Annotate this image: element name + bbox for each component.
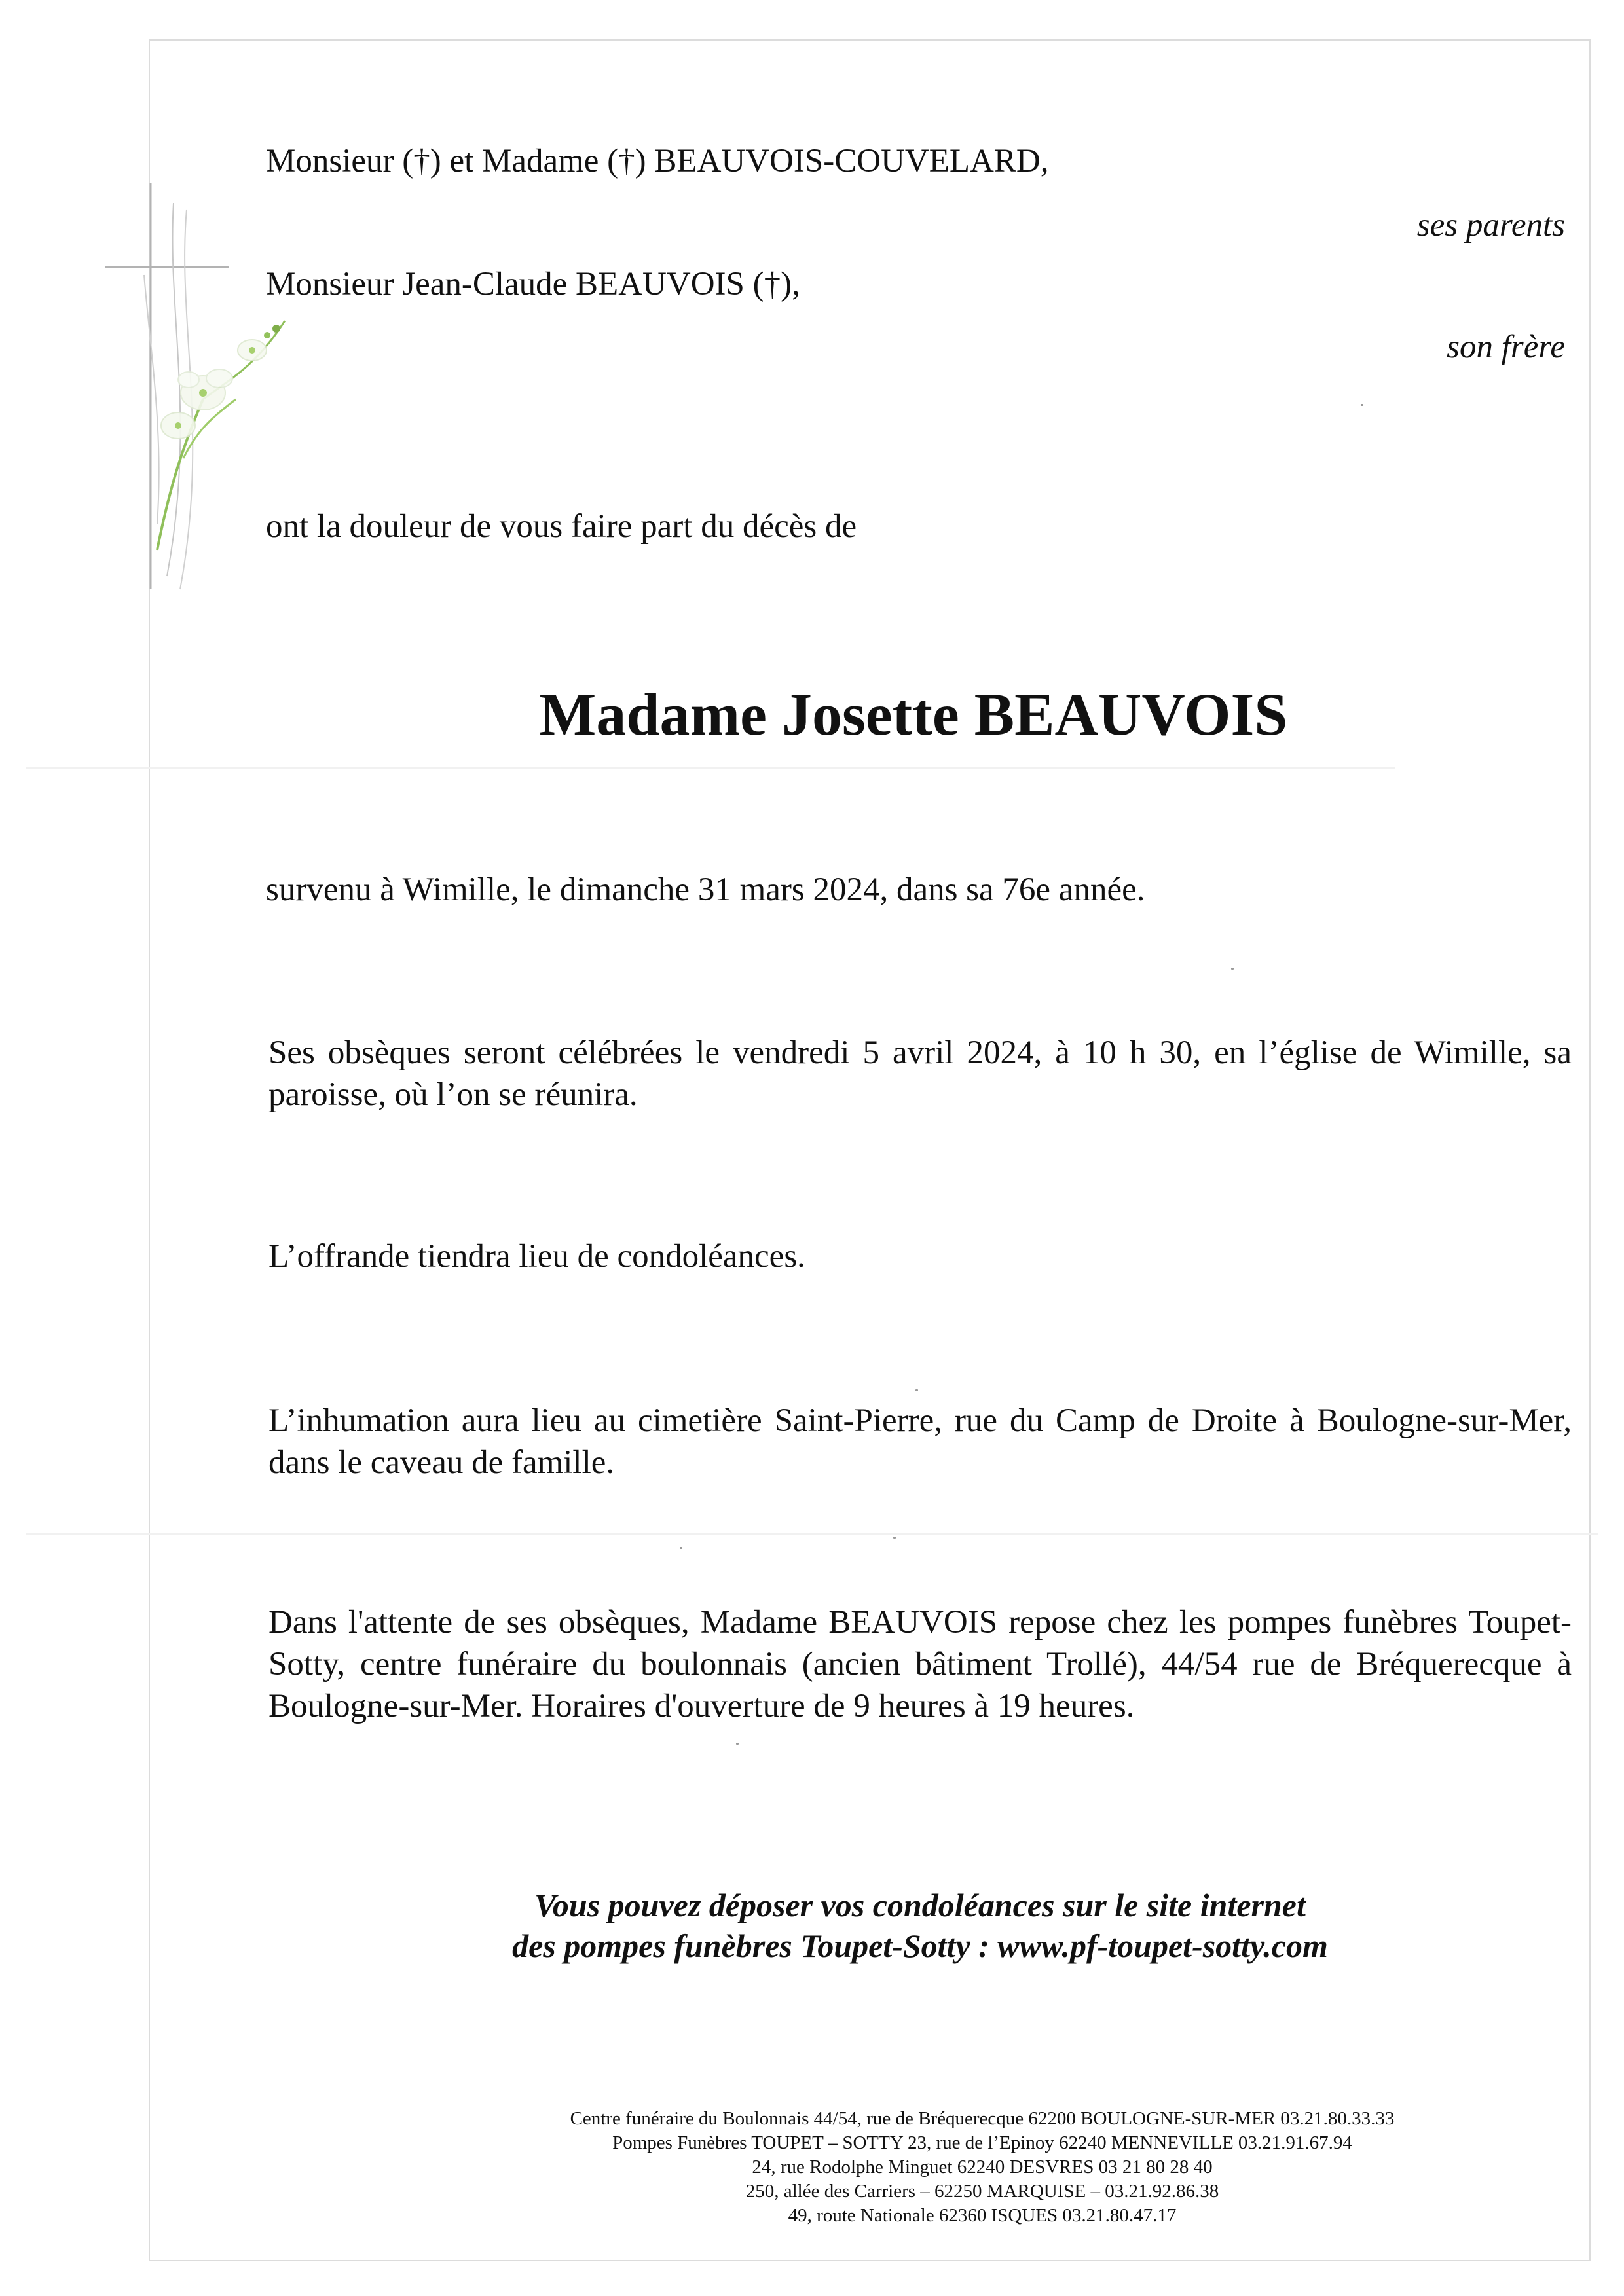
fold-line [26, 767, 1395, 769]
scan-speck [1361, 404, 1363, 406]
scan-speck [893, 1537, 896, 1539]
viewing-paragraph: Dans l'attente de ses obsèques, Madame BEAUVOIS repose chez les pompes funèbres Toupet-Sotty, centre funéraire du boulonnais (ancien bâtiment Trollé), 44/54 rue de Bréquerecque à Boulogne-sur-Mer. Horaires d'ouverture de 9 heures à 19 heures. [268, 1604, 1572, 1724]
footer-line: Centre funéraire du Boulonnais 44/54, rue de Bréquerecque 62200 BOULOGNE-SUR-MER 03.21.80.33.33 [570, 2108, 1395, 2129]
condolences-line-1: Vous pouvez déposer vos condoléances sur le site internet [534, 1887, 1306, 1923]
scan-speck [915, 1389, 918, 1391]
footer-line: 24, rue Rodolphe Minguet 62240 DESVRES 03 21 80 28 40 [752, 2157, 1213, 2178]
funeral-paragraph: Ses obsèques seront célébrées le vendredi 5 avril 2024, à 10 h 30, en l’église de Wimille, sa paroisse, où l’on se réunira. [268, 1034, 1572, 1113]
condolences-line-2: des pompes funèbres Toupet-Sotty : www.pf-toupet-sotty.com [512, 1927, 1328, 1964]
brother-role: son frère [1447, 329, 1565, 365]
footer-line: 49, route Nationale 62360 ISQUES 03.21.80.47.17 [788, 2205, 1177, 2226]
footer-line: 250, allée des Carriers – 62250 MARQUISE – 03.21.92.86.38 [745, 2181, 1219, 2202]
footer-line: Pompes Funèbres TOUPET – SOTTY 23, rue de l’Epinoy 62240 MENNEVILLE 03.21.91.67.94 [612, 2132, 1352, 2153]
deceased-name: Madame Josette BEAUVOIS [539, 681, 1288, 748]
announcement-intro: ont la douleur de vous faire part du décès de [266, 508, 857, 545]
burial-paragraph: L’inhumation aura lieu au cimetière Saint-Pierre, rue du Camp de Droite à Boulogne-sur-Mer, dans le caveau de famille. [268, 1402, 1572, 1481]
parents-role: ses parents [1416, 207, 1565, 244]
footer-addresses [367, 2107, 1598, 2228]
scan-speck [1231, 968, 1234, 970]
scan-speck [736, 1743, 739, 1745]
parents-line: Monsieur (†) et Madame (†) BEAUVOIS-COUVELARD, [266, 143, 1049, 179]
death-details: survenu à Wimille, le dimanche 31 mars 2024, dans sa 76e année. [266, 871, 1145, 908]
offering-paragraph: L’offrande tiendra lieu de condoléances. [268, 1238, 805, 1275]
scan-speck [680, 1547, 682, 1549]
fold-line [26, 1533, 1598, 1535]
brother-line: Monsieur Jean-Claude BEAUVOIS (†), [266, 266, 800, 302]
